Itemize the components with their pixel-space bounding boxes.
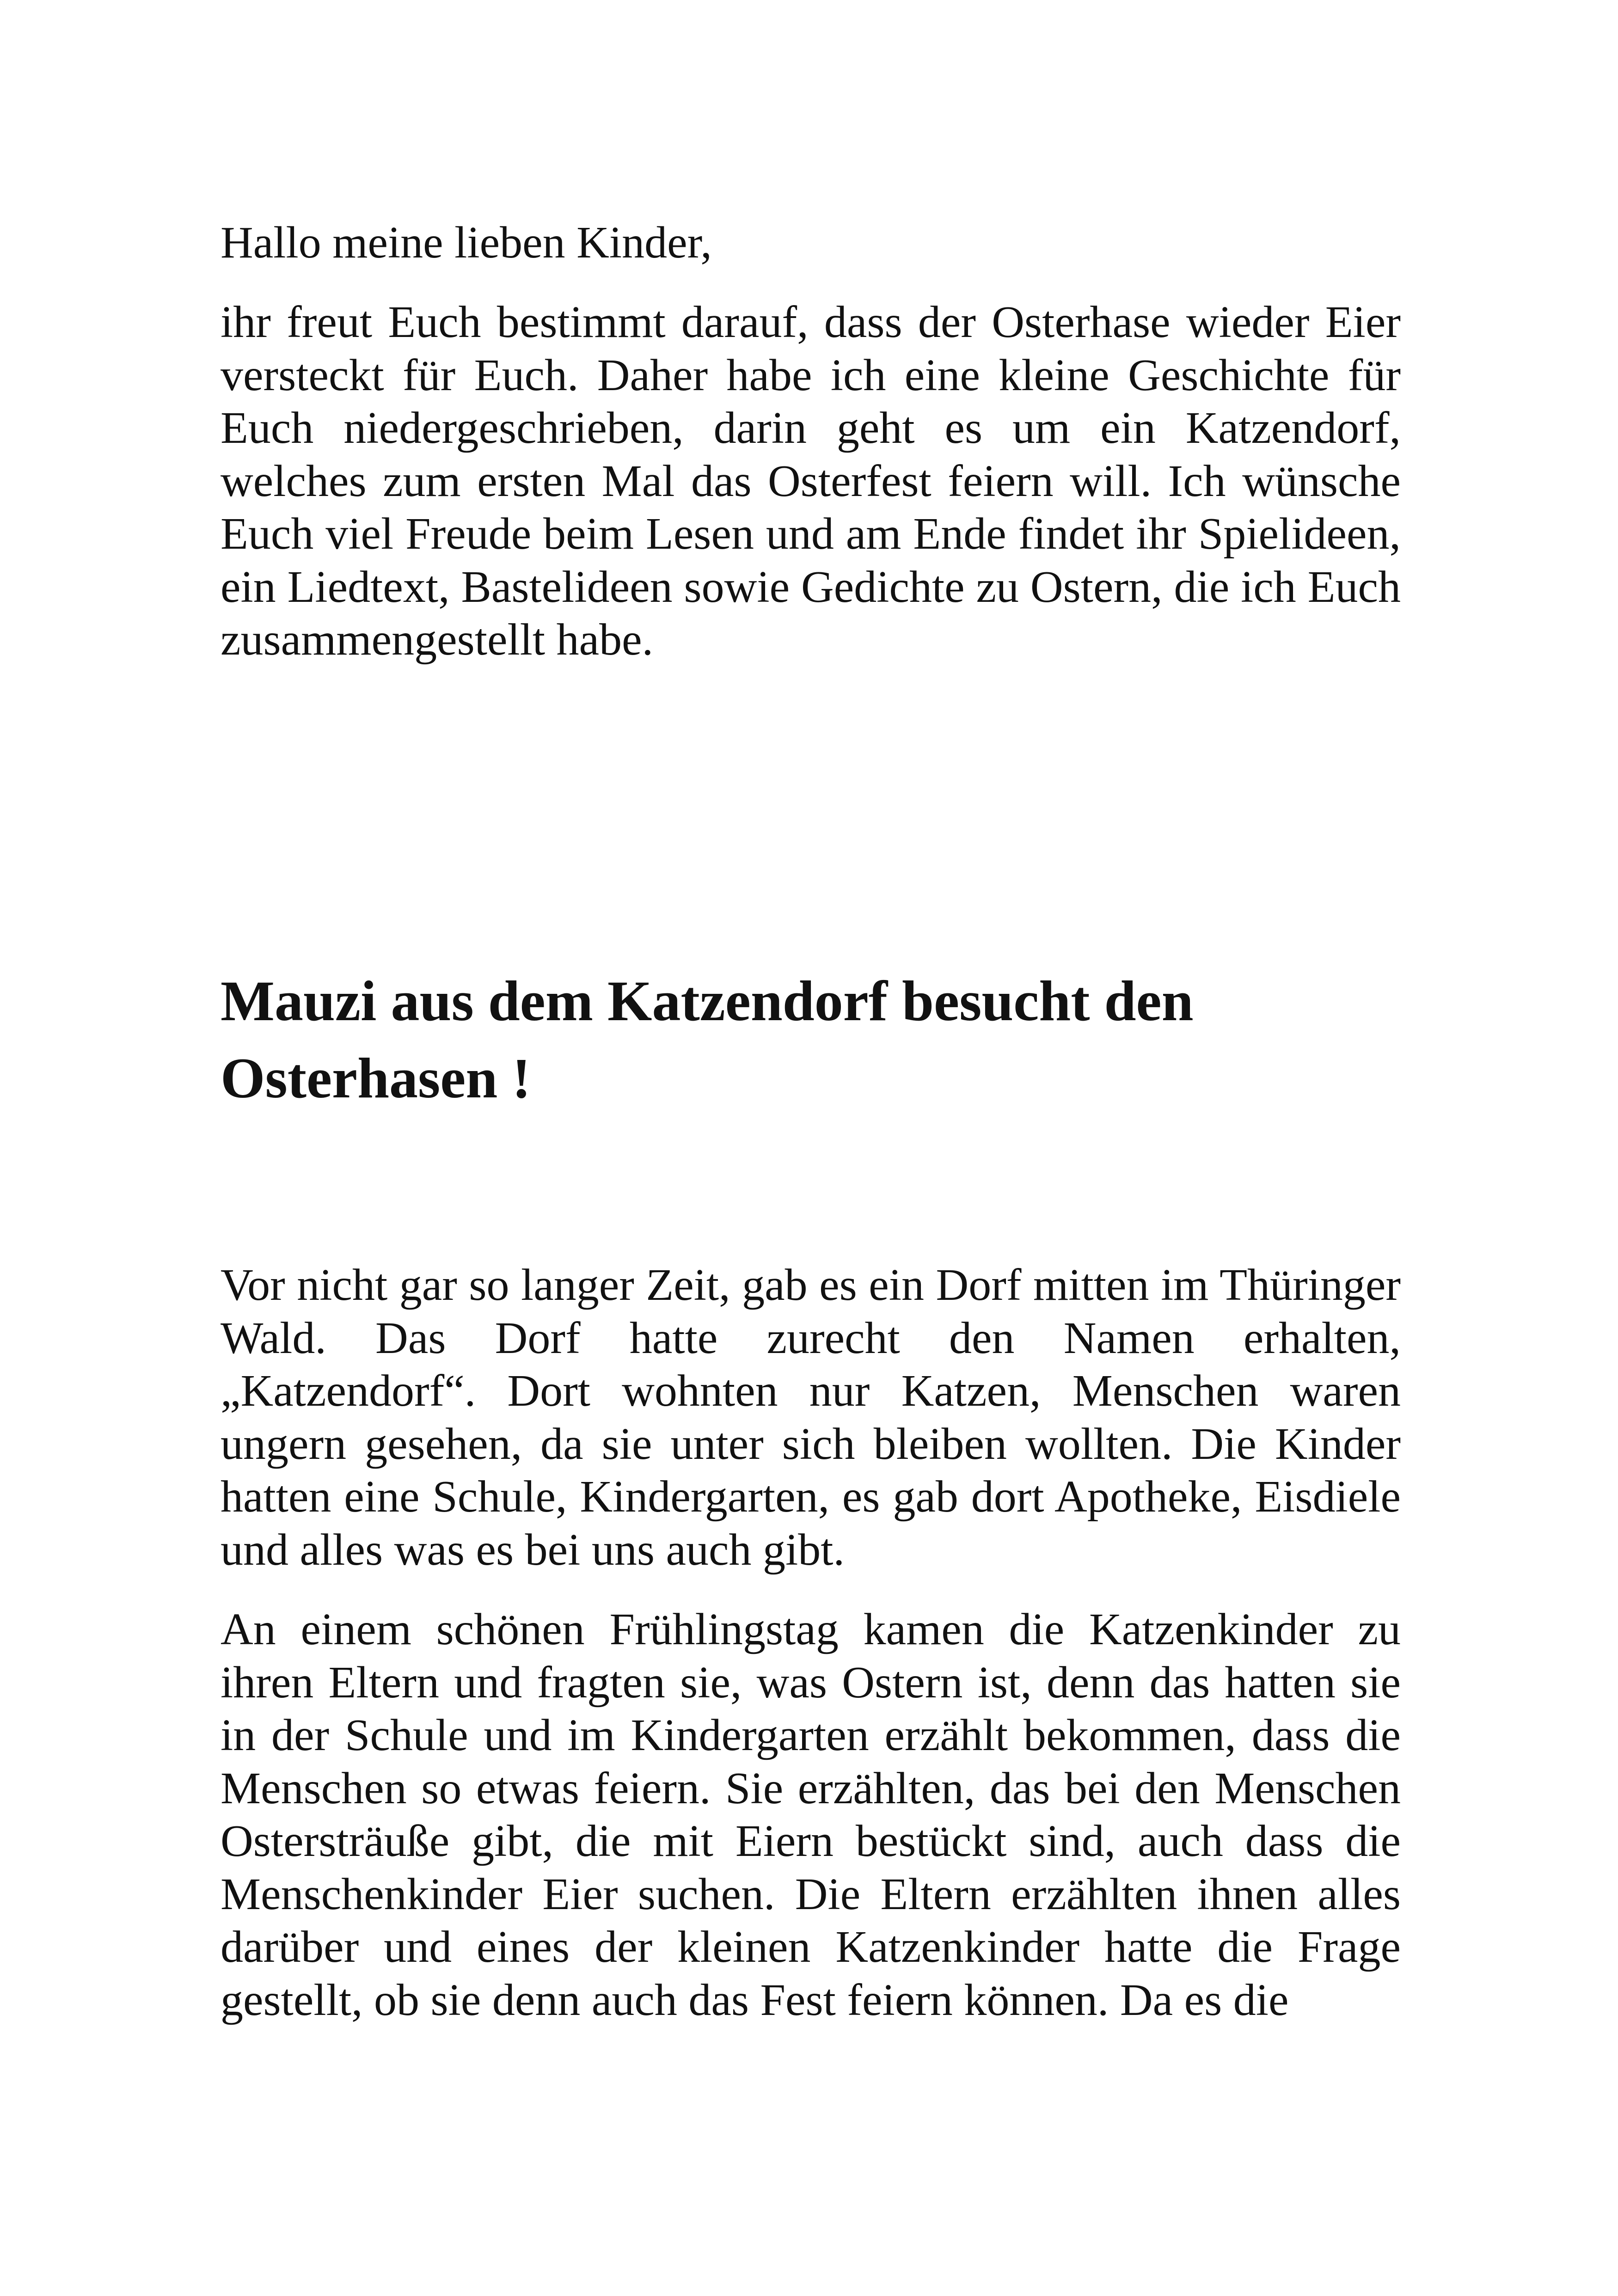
intro-paragraph: ihr freut Euch bestimmt darauf, dass der Osterhase wieder Eier versteckt für Euch. Daher habe ich eine kleine Geschichte für Euch niedergeschrieben, darin geht es um ein Katzendorf, welches zum ersten Mal das Osterfest feiern will. Ich wünsche Euch viel Freude beim Lesen und am Ende findet ihr Spielideen, ein Liedtext, Bastelideen sowie Gedichte zu Ostern, die ich Euch zusammengestellt habe.: [221, 297, 1401, 665]
story-paragraph-1: Vor nicht gar so langer Zeit, gab es ein Dorf mitten im Thüringer Wald. Das Dorf hatte zurecht den Namen erhalten, „Katzendorf“. Dort wohnten nur Katzen, Menschen waren ungern gesehen, da sie unter sich bleiben wollten. Die Kinder hatten eine Schule, Kindergarten, es gab dort Apotheke, Eisdiele und alles was es bei uns auch gibt.: [221, 1260, 1401, 1575]
story-paragraph-2: An einem schönen Frühlingstag kamen die Katzenkinder zu ihren Eltern und fragten sie, was Ostern ist, denn das hatten sie in der Schule und im Kindergarten erzählt bekommen, dass die Menschen so etwas feiern. Sie erzählten, das bei den Menschen Ostersträuße gibt, die mit Eiern bestückt sind, auch dass die Menschenkinder Eier suchen. Die Eltern erzählten ihnen alles darüber und eines der kleinen Katzenkinder hatte die Frage gestellt, ob sie denn auch das Fest feiern können. Da es die: [221, 1604, 1401, 2025]
greeting-line: Hallo meine lieben Kinder,: [221, 218, 712, 268]
story-title: Mauzi aus dem Katzendorf besucht den Osterhasen !: [221, 969, 1194, 1110]
